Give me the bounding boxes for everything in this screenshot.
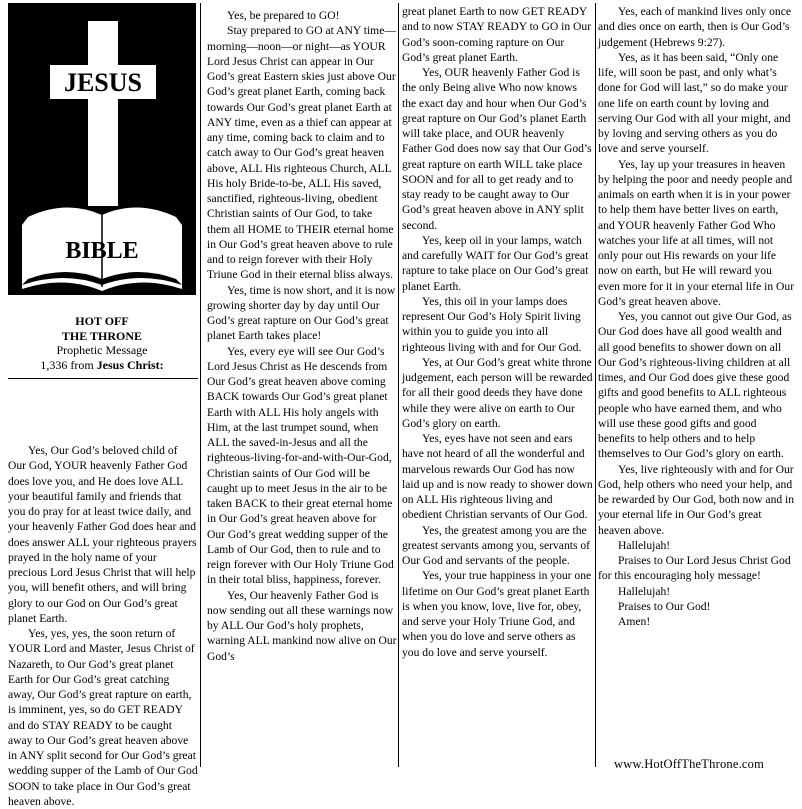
- paragraph: Hallelujah!: [618, 538, 671, 552]
- text-column-2: [207, 8, 397, 664]
- caption-line4: [8, 358, 196, 373]
- paragraph: Praises to Our Lord Jesus Christ God for this encouraging holy message!: [598, 554, 791, 583]
- paragraph: Yes, yes, yes, the soon return of YOUR Lord and Master, Jesus Christ of Nazareth, to Our God’s great planet Earth for Our God’s great catching away, Our God’s great rapture on earth, is imminent, yes, so do GET READY and do STAY READY to be caught away to Our God’s great heaven above in ANY split second for Our God’s great wedding supper of the Lamb of Our God SOON to take place in Our God’s great heaven above.: [8, 627, 198, 808]
- logo-book-text: BIBLE: [65, 238, 139, 264]
- paragraph: Yes, live righteously with and for Our God, help others who need your help, and be rewarded by Our God, both now and in your eternal life in Our God’s great heaven above.: [598, 462, 795, 537]
- column-divider: [398, 3, 399, 767]
- paragraph: Yes, keep oil in your lamps, watch and carefully WAIT for Our God’s great rapture to take place on Our God’s great planet Earth.: [402, 233, 589, 293]
- paragraph: Yes, each of mankind lives only once and dies once on earth, then is Our God’s judgement (Hebrews 9:27).: [598, 5, 792, 49]
- paragraph: Praises to Our God!: [618, 599, 711, 613]
- paragraph: Yes, eyes have not seen and ears have not heard of all the wonderful and marvelous rewards Our God has now laid up and is now ready to shower down on ALL His righteous living and obedient Christian servants of Our God.: [402, 432, 593, 522]
- caption-divider: [8, 378, 198, 379]
- paragraph: Yes, the greatest among you are the greatest servants among you, servants of Our God and servants of the people.: [402, 523, 591, 567]
- text-column-3: [402, 4, 594, 660]
- paragraph: Yes, you cannot out give Our God, as Our God does have all good wealth and all good benefits to shower down on all Our God’s righteous-living children at all times, and Our God does give these good gifts and good benefits to ALL righteous people who have earned them, and who will use these good gifts and good benefits to help others and to help themselves to Our God’s glory on earth.: [598, 310, 792, 461]
- paragraph: Yes, Our heavenly Father God is now sending out all these warnings now by ALL Our God’s holy prophets, warning ALL mankind now alive on Our God’s: [207, 588, 397, 663]
- paragraph: Yes, as it has been said, “Only one life, will soon be past, and only what’s done for God will last,” so do make your one life on earth count by loving and serving Our God with all your might, and by loving and serving others as you do love and serve yourself.: [598, 50, 791, 156]
- paragraph: great planet Earth to now GET READY and to now STAY READY to GO in Our God’s soon-coming rapture on Our God’s great planet Earth.: [402, 5, 592, 64]
- cross-and-bible-icon: [8, 3, 196, 295]
- paragraph: Hallelujah!: [618, 584, 671, 598]
- caption-line3: Prophetic Message: [56, 343, 148, 357]
- paragraph: Amen!: [618, 615, 651, 628]
- masthead-caption: [8, 314, 196, 372]
- paragraph: Stay prepared to GO at ANY time—morning—noon—or night—as YOUR Lord Jesus Christ can appear in Our God’s great Eastern skies just above Our God’s great planet Earth, coming back towards Our God’s great planet Earth at ANY time, even as a thief can appear at any time, coming back to claim and to catch away to Our God’s great heaven above, ALL His righteous Church, ALL His holy Bride-to-be, ALL His saved, sanctified, righteous-living, obedient Christian saints of Our God, to take them all HOME to THEIR eternal home in Our God’s great heaven above to rule and to reign forever with their Holy Triune God in their eternal bliss always.: [207, 24, 396, 282]
- paragraph: Yes, be prepared to GO!: [227, 9, 340, 22]
- website-url[interactable]: www.HotOffTheThrone.com: [614, 757, 765, 771]
- column-divider: [595, 3, 596, 767]
- jesus-bible-logo: [8, 3, 196, 295]
- paragraph: Yes, at Our God’s great white throne judgement, each person will be rewarded for all their good deeds they have done while they were alive on earth to Our God’s glory on earth.: [402, 355, 593, 430]
- text-column-4: [598, 4, 796, 629]
- caption-line2: THE THRONE: [61, 328, 143, 343]
- paragraph: Yes, this oil in your lamps does represent Our God’s Holy Spirit living within you to guide you into all righteous living with and for Our God.: [402, 294, 582, 354]
- paragraph: Yes, time is now short, and it is now growing shorter day by day until Our God’s great rapture on Our God’s great planet Earth takes place!: [207, 283, 396, 343]
- paragraph: Yes, Our God’s beloved child of Our God, YOUR heavenly Father God does love you, and He does love ALL your beautiful family and friends that you do pray for at least twice daily, and your heavenly Father God does hear and does answer ALL your righteous prayers prayed in the holy name of your precious Lord Jesus Christ that will help you, will benefit others, and will bring glory to our God on Our God’s great planet Earth.: [8, 444, 197, 625]
- paragraph: Yes, every eye will see Our God’s Lord Jesus Christ as He descends from Our God’s great heaven above coming BACK towards Our God’s great planet Earth with ALL His holy angels with Him, at the last trumpet sound, when ALL the saved-in-Jesus and all the righteous-living-for-and-with-Our-God, Christian saints of Our God will be caught up to meet Jesus in the air to be taken BACK to their great eternal home in Our God’s great heaven above for Our God’s great wedding supper of the Lamb of Our God, then to rule and to reign forever with Our Holy Triune God in their total bliss, happiness, forever.: [207, 344, 394, 587]
- text-column-1: [8, 443, 198, 809]
- caption-line1: HOT OFF: [75, 314, 129, 328]
- logo-cross-text: JESUS: [63, 68, 143, 97]
- caption-line4-prefix: 1,336 from: [40, 357, 94, 372]
- caption-line4-bold: Jesus Christ:: [96, 357, 164, 372]
- paragraph: Yes, your true happiness in your one lifetime on Our God’s great planet Earth is when you know, love, live for, obey, and serve your Holy Triune God, and when you do love and serve others as you do love and serve yourself.: [402, 569, 592, 659]
- paragraph: Yes, OUR heavenly Father God is the only Being alive Who now knows the exact day and hour when Our God’s great rapture on Our God’s planet Earth will take place, and OUR heavenly Father God does now say that Our God’s great rapture on earth WILL take place SOON and for all to get ready and to stay ready to be caught away to Our God’s great heaven above in ANY split second.: [402, 66, 592, 232]
- paragraph: Yes, lay up your treasures in heaven by helping the poor and needy people and animals on earth when it is in your power to help them have better lives on earth, and YOUR heavenly Father God Who watches your life at all times, will not only pour out His rewards on your life now on earth, but He will reward you even more for it in your eternal life in Our God’s great heaven above.: [598, 157, 795, 308]
- column-divider: [200, 3, 201, 767]
